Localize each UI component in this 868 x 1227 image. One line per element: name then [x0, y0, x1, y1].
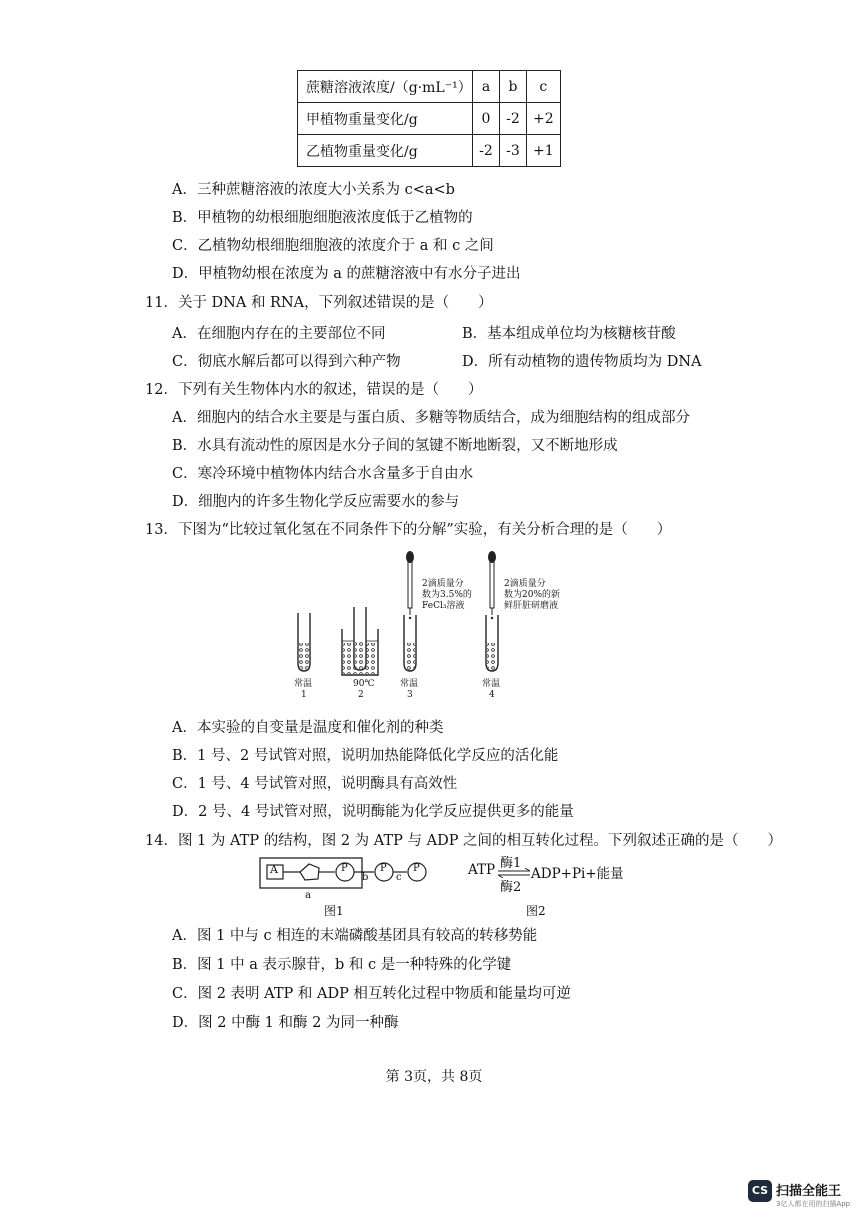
- camscanner-logo-icon: CS: [748, 1180, 772, 1202]
- beaker-tube-2: [342, 607, 378, 675]
- page-number: 第 3页，共 8页: [385, 1069, 483, 1085]
- table-cell: 甲植物重量变化/g: [298, 103, 473, 135]
- phosphate-label: P: [380, 863, 387, 874]
- q11-option-b: B．基本组成单位均为核糖核苷酸: [462, 326, 676, 342]
- q13-option-b: B．1 号、2 号试管对照，说明加热能降低化学反应的活化能: [172, 748, 559, 764]
- q12-option-d: D．细胞内的许多生物化学反应需要水的参与: [172, 494, 460, 510]
- adenine-label: A: [270, 863, 278, 876]
- fig2-enzyme1: 酶1: [500, 856, 522, 871]
- q12-option-b: B．水具有流动性的原因是水分子间的氢键不断地断裂，又不断地形成: [172, 438, 618, 454]
- table-row: [298, 135, 561, 167]
- q13-option-c: C．1 号、4 号试管对照，说明酶具有高效性: [172, 776, 458, 792]
- q14-option-d: D．图 2 中酶 1 和酶 2 为同一种酶: [172, 1015, 399, 1031]
- brand-name: 扫描全能王: [776, 1184, 842, 1199]
- table-header-b: b: [500, 71, 527, 103]
- tube2-temp: 90℃: [353, 679, 375, 689]
- test-tube-1: [298, 613, 310, 671]
- q10-option-a: A．三种蔗糖溶液的浓度大小关系为 c<a<b: [172, 182, 455, 198]
- table-row: [298, 103, 561, 135]
- q14-option-a: A．图 1 中与 c 相连的末端磷酸基团具有较高的转移势能: [172, 928, 538, 944]
- test-tube-4: [486, 551, 498, 671]
- q11-stem: 11．关于 DNA 和 RNA，下列叙述错误的是（ ）: [145, 295, 493, 311]
- tube2-number: 2: [358, 690, 364, 700]
- label-a: a: [305, 890, 311, 901]
- tube4-reagent-line1: 2滴质量分: [504, 579, 546, 589]
- table-header-row: [298, 71, 561, 103]
- table-cell: 乙植物重量变化/g: [298, 135, 473, 167]
- q12-stem: 12．下列有关生物体内水的叙述，错误的是（ ）: [145, 382, 483, 398]
- table-cell: -2: [500, 103, 527, 135]
- tube4-reagent-line2: 数为20%的新: [504, 590, 561, 600]
- brand-tagline: 3亿人都在用的扫描App: [776, 1200, 851, 1208]
- table-cell: 0: [473, 103, 500, 135]
- tube3-number: 3: [407, 690, 413, 700]
- tube4-reagent-line3: 鲜肝脏研磨液: [504, 601, 559, 611]
- tube3-reagent-line3: FeCl₃溶液: [422, 601, 465, 611]
- table-cell: +1: [527, 135, 561, 167]
- q14-option-c: C．图 2 表明 ATP 和 ADP 相互转化过程中物质和能量均可逆: [172, 986, 571, 1002]
- fig1-caption: 图1: [324, 904, 344, 918]
- q13-option-d: D．2 号、4 号试管对照，说明酶能为化学反应提供更多的能量: [172, 804, 574, 820]
- tube4-number: 4: [489, 690, 495, 700]
- q12-option-a: A．细胞内的结合水主要是与蛋白质、多糖等物质结合，成为细胞结构的组成部分: [172, 410, 690, 426]
- q11-option-c: C．彻底水解后都可以得到六种产物: [172, 354, 401, 370]
- tube3-reagent-line2: 数为3.5%的: [422, 590, 472, 600]
- q13-stem: 13．下图为“比较过氧化氢在不同条件下的分解”实验，有关分析合理的是（ ）: [145, 522, 672, 538]
- sucrose-table: [297, 70, 561, 167]
- table-header-a: a: [473, 71, 500, 103]
- fig2-products: ADP+Pi+能量: [531, 866, 624, 882]
- table-cell: -2: [473, 135, 500, 167]
- table-header-label: 蔗糖溶液浓度/（g·mL⁻¹）: [298, 71, 473, 103]
- tube1-number: 1: [301, 690, 307, 700]
- fig2-caption: 图2: [526, 904, 546, 918]
- test-tube-3: [404, 551, 416, 671]
- q14-option-b: B．图 1 中 a 表示腺苷，b 和 c 是一种特殊的化学键: [172, 957, 512, 973]
- q12-option-c: C．寒冷环境中植物体内结合水含量多于自由水: [172, 466, 474, 482]
- tube3-temp: 常温: [400, 679, 419, 689]
- table-cell: +2: [527, 103, 561, 135]
- table-header-c: c: [527, 71, 561, 103]
- label-b: b: [362, 872, 369, 883]
- q13-option-a: A．本实验的自变量是温度和催化剂的种类: [172, 720, 444, 736]
- tube4-temp: 常温: [482, 679, 501, 689]
- q11-option-a: A．在细胞内存在的主要部位不同: [172, 326, 386, 342]
- fig2-atp: ATP: [468, 862, 496, 878]
- table-cell: -3: [500, 135, 527, 167]
- q10-option-b: B．甲植物的幼根细胞细胞液浓度低于乙植物的: [172, 210, 473, 226]
- label-c: c: [396, 872, 402, 883]
- phosphate-label: P: [413, 863, 420, 874]
- phosphate-label: P: [341, 863, 348, 874]
- q10-option-d: D．甲植物幼根在浓度为 a 的蔗糖溶液中有水分子进出: [172, 266, 521, 282]
- tube3-reagent-line1: 2滴质量分: [422, 579, 464, 589]
- fig2-enzyme2: 酶2: [500, 880, 522, 895]
- q10-option-c: C．乙植物幼根细胞细胞液的浓度介于 a 和 c 之间: [172, 238, 494, 254]
- q11-option-d: D．所有动植物的遗传物质均为 DNA: [462, 354, 702, 370]
- q14-stem: 14．图 1 为 ATP 的结构，图 2 为 ATP 与 ADP 之间的相互转化过程。下列叙述正确的是（ ）: [145, 833, 783, 849]
- tube1-temp: 常温: [294, 679, 313, 689]
